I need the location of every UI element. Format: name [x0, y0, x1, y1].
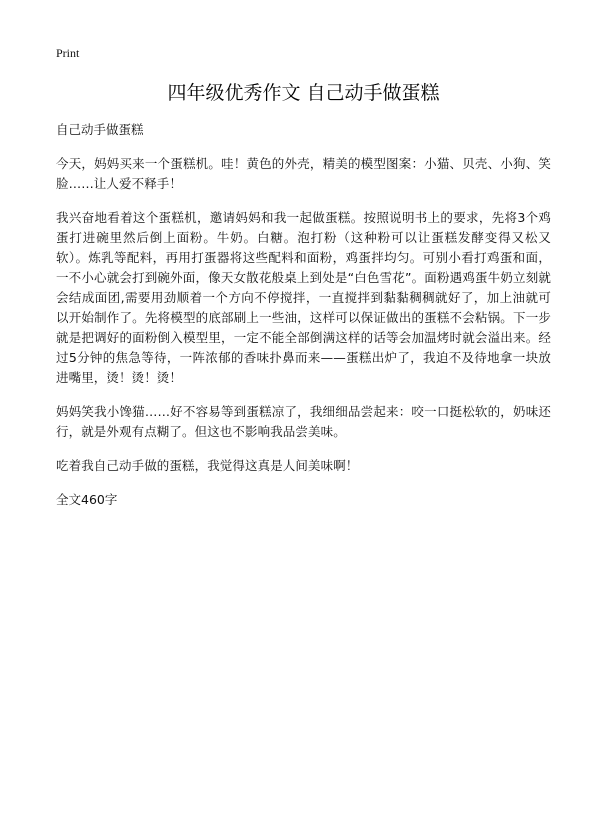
document-page	[56, 46, 551, 510]
paragraph-4: 吃着我自己动手做的蛋糕，我觉得这真是人间美味啊！	[56, 458, 359, 473]
word-count: 全文460字	[56, 492, 118, 507]
paragraph-1: 今天，妈妈买来一个蛋糕机。哇！黄色的外壳，精美的模型图案：小猫、贝壳、小狗、笑脸……让人爱不释手！	[56, 156, 551, 191]
document-subtitle: 自己动手做蛋糕	[56, 122, 144, 137]
paragraph-3: 妈妈笑我小馋猫……好不容易等到蛋糕凉了，我细细品尝起来：咬一口挺松软的，奶味还行，就是外观有点糊了。但这也不影响我品尝美味。	[56, 404, 551, 439]
print-label: Print	[56, 46, 80, 60]
paragraph-2: 我兴奋地看着这个蛋糕机，邀请妈妈和我一起做蛋糕。按照说明书上的要求，先将3个鸡蛋打进碗里然后倒上面粉。牛奶。白糖。泡打粉（这种粉可以让蛋糕发酵变得又松又软）。炼乳等配料，再用打蛋器将这些配料和面粉，鸡蛋拌均匀。可别小看打鸡蛋和面，一不小心就会打到碗外面，像天女散花般桌上到处是“白色雪花”。面粉遇鸡蛋牛奶立刻就会结成面团,需要用劲顺着一个方向不停搅拌，一直搅拌到黏黏稠稠就好了，加上油就可以开始制作了。先将模型的底部刷上一些油，这样可以保证做出的蛋糕不会粘锅。下一步就是把调好的面粉倒入模型里，一定不能全部倒满这样的话等会加温烤时就会溢出来。经过5分钟的焦急等待，一阵浓郁的香味扑鼻而来——蛋糕出炉了，我迫不及待地拿一块放进嘴里，烫！烫！烫！	[56, 210, 551, 385]
document-title: 四年级优秀作文 自己动手做蛋糕	[167, 82, 440, 104]
